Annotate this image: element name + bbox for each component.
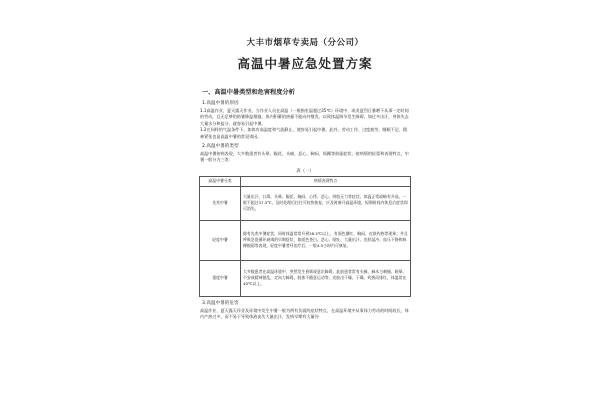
document-title: 高温中暑应急处置方案 bbox=[237, 56, 373, 71]
table-row bbox=[200, 186, 411, 220]
document-content bbox=[200, 36, 410, 321]
table-header-type: 高温中暑分类 bbox=[200, 176, 241, 186]
paragraph-hazards: 高温作业、夏天露天作业及环境中发生中暑一般为两有负面的症状特点，在高温环境中从事体力劳动的时间较长，体内产热过多，而不易于导致体液丧失大量出汗，发病早期有大量冷 bbox=[200, 307, 409, 320]
subheading-types: 2.高温中暑的类型 bbox=[202, 144, 239, 150]
section-heading: 一、高温中暑类型和危害程度分析 bbox=[202, 89, 295, 96]
table-row bbox=[200, 260, 411, 296]
subheading-causes: 1.高温中暑的原因 bbox=[202, 101, 239, 106]
table-header-desc: 病情表现特点 bbox=[241, 176, 411, 186]
paragraph-types: 高温中暑按病表现，大多数患者有头晕、眼花、头痛、恶心、胸闷、烦躁等前驱症状，按病情的轻重和表现特点，中暑一般分为三类： bbox=[200, 151, 409, 163]
table-header-row bbox=[200, 176, 411, 186]
table-cell-type: 先兆中暑 bbox=[200, 186, 241, 220]
table-cell-type: 重度中暑 bbox=[200, 260, 241, 296]
subheading-hazards: 3.高温中暑的危害 bbox=[202, 300, 239, 306]
heatstroke-table bbox=[199, 176, 411, 297]
organization-name: 大丰市烟草专卖局（分公司） bbox=[246, 38, 364, 48]
table-cell-desc: 大多数患者在高温环境中，突然发生昏厥或意识障碍，此前患者常有头痛、麻木与刺痛、眩晕、不安或精神错乱，定向力障碍，肢体不随意运动等，皮肤出干燥、干燥、灼热而绯红，体温常在40℃以上。 bbox=[241, 260, 411, 296]
table-caption: 表（一） bbox=[296, 168, 314, 174]
paragraph-cause-1: 1.1高温作业，夏天露天作业，当作业人员在高温（一般指室温超过35℃）环境中，或炎夏烈日暴晒下从事一定时间的劳动，且无足够的防暑降温措施，体内积蓄的热量不能向外散发，以致体温调节发生障碍，如过多出汗，身体失去大量水分和盐分，就容易引起中暑。 bbox=[200, 108, 409, 126]
table-row bbox=[200, 220, 411, 260]
table-cell-desc: 大量出汗、口渴、头晕、眼花、胸闷、心悸、恶心、四肢无力等症状，体温正常或略有升高，一般不超过37.5℃，及时处理后往往可较快恢复，应及时离开高温环境，短期时间内休息后症状即可消失。 bbox=[241, 186, 411, 220]
table-cell-type: 轻度中暑 bbox=[200, 220, 241, 260]
paragraph-cause-2: 1.2在同样的气温条件下，如体有高温度和气流静止，使容易引起中暑。此外，劳动工作、过度疲劳、睡眠不足、精神紧张也是高温中暑的常见诱因。 bbox=[200, 127, 408, 139]
table-cell-desc: 除有先兆中暑症状，同时体温常常升到38.5℃以上，有面色潮红、胸闷、皮肤灼热等现象；并且呼吸急促循环衰竭的早期症状，如面色苍白、恶心、呕吐、大量出汗、皮肤湿冷、血压下降和脉搏细弱等表现，轻度中暑者经治疗后，一般4-5小时内可康复。 bbox=[241, 220, 411, 260]
